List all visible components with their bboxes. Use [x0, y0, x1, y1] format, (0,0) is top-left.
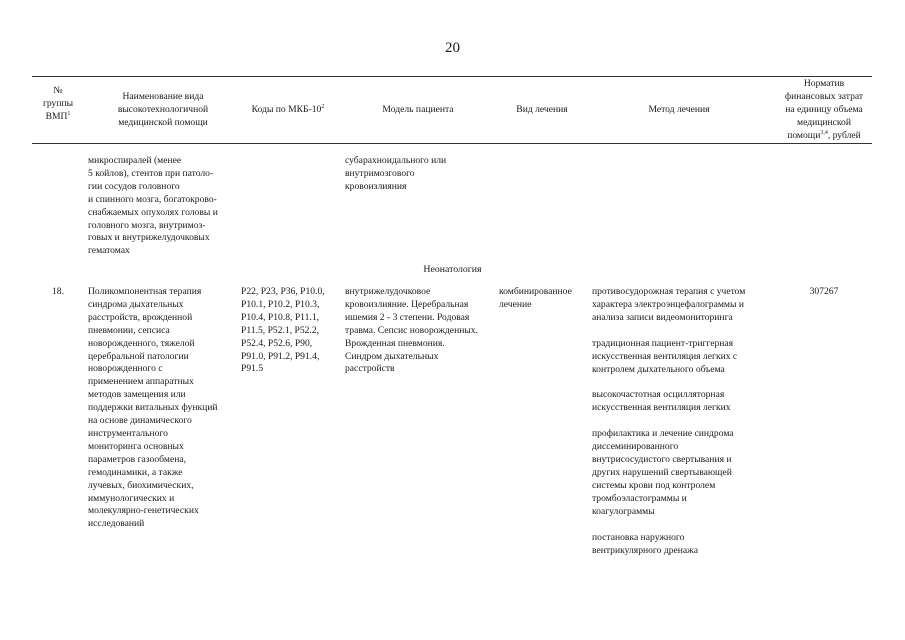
header-cost-norm: Норматив финансовых затрат на единицу объема медицинской помощи$^{3,4}$, рублей [784, 78, 864, 141]
header-treatment-method: Метод лечения [648, 104, 710, 115]
header-bottom-rule [32, 143, 872, 144]
row-patient-model: внутрижелудочковое кровоизлияние. Церебральная ишемия 2 - 3 степени. Родовая травма. Сепсис новорожденных. Врожденная пневмония. Синдром дыхательных расстройств [345, 286, 478, 375]
row-number: 18. [52, 286, 64, 297]
table-top-rule [32, 76, 872, 77]
section-title: Неонатология [423, 264, 482, 275]
header-care-name: Наименование вида высокотехнологичной медицинской помощи [117, 91, 209, 128]
header-patient-model: Модель пациента [382, 104, 454, 115]
continuation-patient-model: субарахноидального или внутримозгового кровоизлияния [345, 155, 447, 192]
continuation-care-name: микроспиралей (менее 5 койлов), стентов при патоло- гии сосудов головного и спинного мозга, богатокрово- снабжаемых опухолях головы и головного мозга, внутримоз- говых и внутрижелудочковых гематомах [88, 155, 218, 257]
method-item: высокочастотная осцилляторная искусственная вентиляция легких [592, 389, 731, 414]
row-treatment-methods [592, 286, 772, 570]
header-treatment-type: Вид лечения [516, 104, 568, 115]
method-item: традиционная пациент-триггерная искусственная вентиляция легких с контролем дыхательного объема [592, 337, 738, 375]
method-item: постановка наружного вентрикулярного дренажа [592, 531, 699, 556]
row-icd-codes: P22, P23, P36, P10.0, P10.1, P10.2, P10.3, P10.4, P10.8, P11.1, P11.5, P52.1, P52.2, P52.4, P52.6, P90, P91.0, P91.2, P91.4, P91.5 [241, 286, 325, 375]
method-item: профилактика и лечение синдрома диссеминированного внутрисосудистого свертывания и других нарушений свертывающей системы крови под контролем тромбоэластограммы и коагулограммы [592, 428, 734, 517]
header-icd-codes: Коды по МКБ-$10^2$ [251, 103, 325, 115]
method-item: противосудорожная терапия с учетом характера электроэнцефалограммы и анализа записи видеомониторинга [592, 286, 746, 323]
page-number: 20 [445, 40, 460, 56]
row-treatment-type: комбинированное лечение [499, 286, 572, 310]
row-cost: 307267 [809, 286, 839, 297]
row-care-name: Поликомпонентная терапия синдрома дыхательных расстройств, врожденной пневмонии, сепсиса новорожденного, тяжелой церебральной патологии новорожденного с применением аппаратных методов замещения или поддержки витальных функций на основе динамического инструментального мониторинга основных параметров газообмена, гемодинамики, а также лучевых, биохимических, иммунологических и молекулярно-генетических исследований [88, 286, 218, 530]
header-group-number: № группы ВМП$^1$ [42, 85, 74, 122]
